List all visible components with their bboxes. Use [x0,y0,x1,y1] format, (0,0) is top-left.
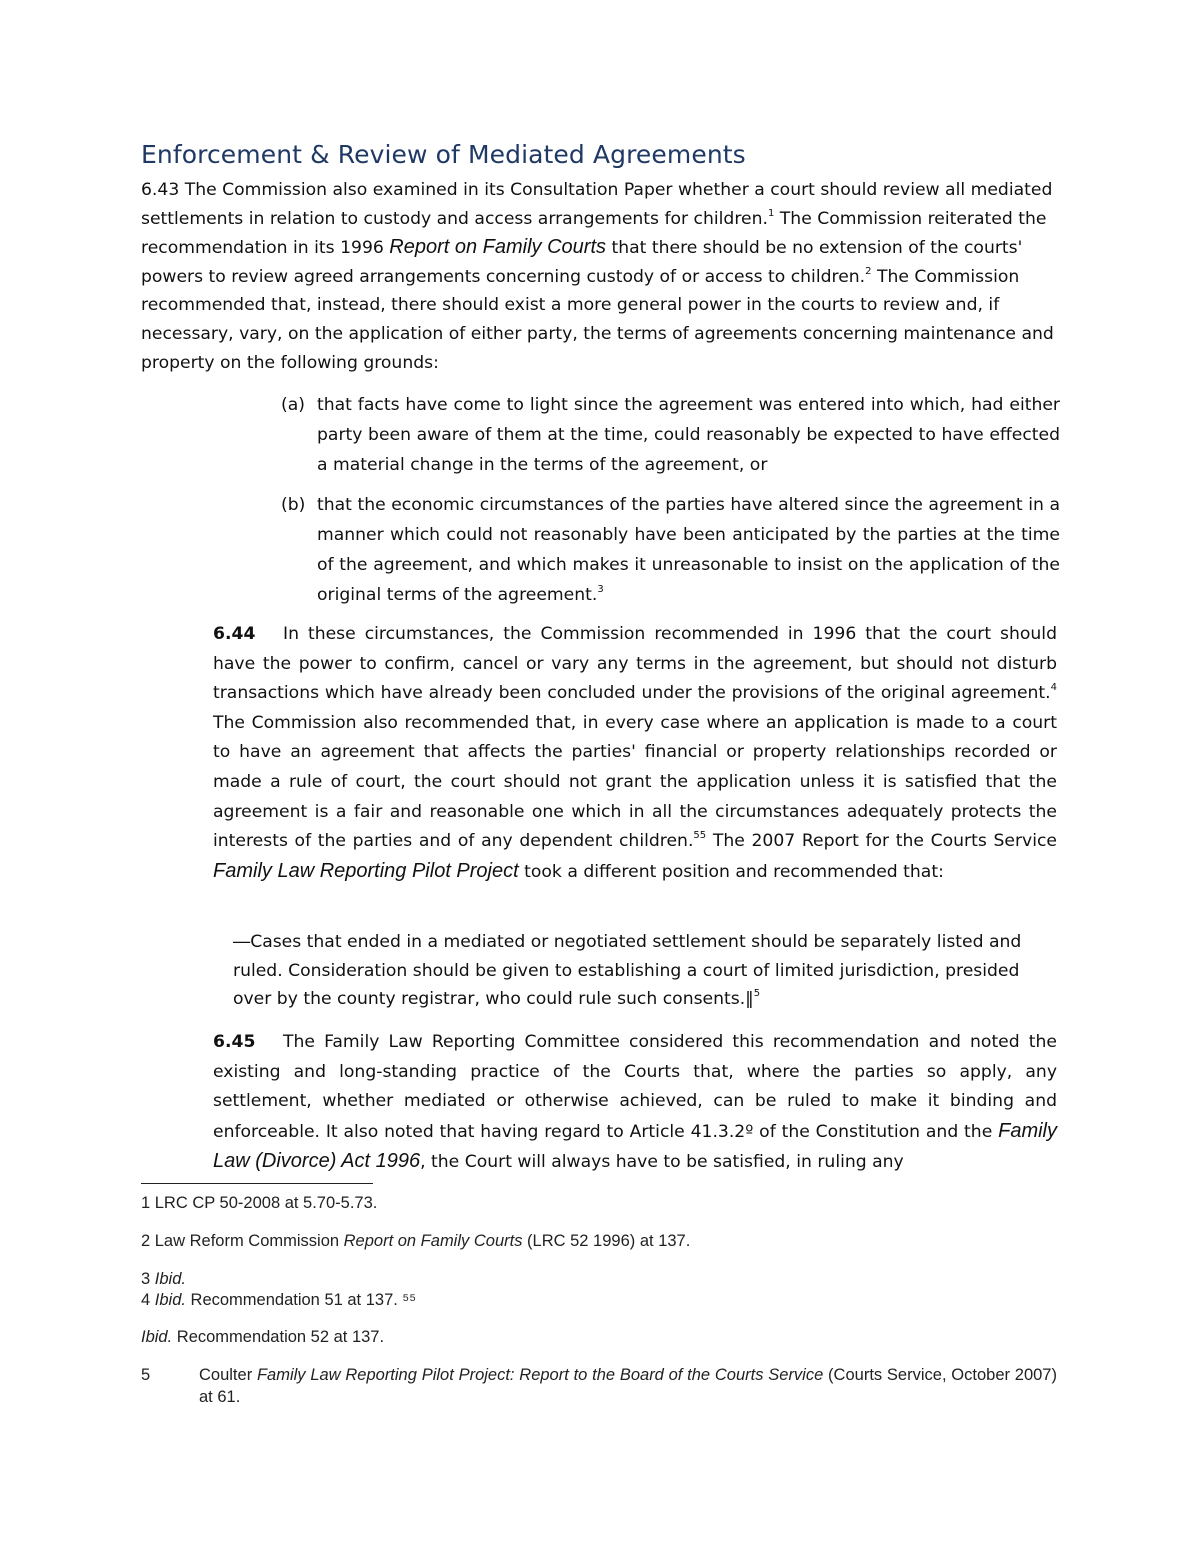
ground-label-b: (b) [281,495,306,515]
ground-item-b [275,490,1060,610]
footnote-1: 1 LRC CP 50-2008 at 5.70-5.73. [141,1194,378,1212]
ground-item-a [275,390,1060,480]
ground-label-a: (a) [281,395,305,415]
paragraph-6-43: 6.43 The Commission also examined in its Consultation Paper whether a court should review all mediated settlements in relation to custody and access arrangements for children.$^1$ The Commission reiterated the recommendation in its 1996 Report on Family Courts that there should be no extension of the courts' powers to review agreed arrangements concerning custody of or access to children.$^2$ The Commission recommended that, instead, there should exist a more general power in the courts to review and, if necessary, vary, on the application of either party, the terms of agreements concerning maintenance and property on the following grounds: [141,180,1054,373]
report-title-italic: Report on Family Courts [389,236,607,259]
footnote-ref-4[interactable]: 4 [1050,682,1057,694]
footnote-5: 5 Coulter Family Law Reporting Pilot Project: Report to the Board of the Courts Service (Courts Service, October 2007) at 61. [141,1366,1057,1406]
paragraph-number-6-45: 6.45 [213,1032,256,1052]
footnote-4: 4 Ibid. Recommendation 51 at 137. ⁵⁵ [141,1291,417,1309]
footnote-ref-5[interactable]: 5 [753,988,761,1000]
footnote-2: 2 Law Reform Commission Report on Family Courts (LRC 52 1996) at 137. [141,1232,691,1250]
block-quote: ―Cases that ended in a mediated or negotiated settlement should be separately listed and ruled. Consideration should be given to establishing a court of limited jurisdiction, presided over by the county registrar, who could rule such consents.‖$^5$ [233,932,1022,1010]
footnote-ref-55[interactable]: 55 [693,830,707,842]
footnote-separator [141,1183,373,1184]
paragraph-number-6-44: 6.44 [213,624,256,644]
ground-text-a: that facts have come to light since the agreement was entered into which, had either party been aware of them at the time, could reasonably be expected to have effected a material change in the terms of the agreement, or [317,395,1060,475]
project-title-italic: Family Law Reporting Pilot Project [213,859,519,882]
footnote-ref-2[interactable]: 2 [865,265,872,277]
paragraph-6-45: 6.45 The Family Law Reporting Committee considered this recommendation and noted the existing and long-standing practice of the Courts that, where the parties so apply, any settlement, whether mediated or otherwise achieved, can be ruled to make it binding and enforceable. It also noted that having regard to Article 41.3.2º of the Constitution and the Family Law (Divorce) Act 1996, the Court will always have to be satisfied, in ruling any [213,1028,1057,1178]
paragraph-6-44: 6.44 In these circumstances, the Commission recommended in 1996 that the court should have the power to confirm, cancel or vary any terms in the agreement, but should not disturb transactions which have already been concluded under the provisions of the original agreement.$^4$ The Commission also recommended that, in every case where an application is made to a court to have an agreement that affects the parties' financial or property relationships recorded or made a rule of court, the court should not grant the application unless it is satisfied that the agreement is a fair and reasonable one which in all the circumstances adequately protects the interests of the parties and of any dependent children.$^{55}$ The 2007 Report for the Courts Service Family Law Reporting Pilot Project took a different position and recommended that: [213,620,1057,887]
ground-text-b: that the economic circumstances of the parties have altered since the agreement in a manner which could not reasonably have been anticipated by the parties at the time of the agreement, and which makes it unreasonable to insist on the application of the original terms of the agreement. [317,495,1060,605]
act-title-italic: Family Law (Divorce) Act 1996 [213,1119,1057,1173]
footnote-55: Ibid. Recommendation 52 at 137. [141,1328,385,1346]
footnote-3: 3 Ibid. [141,1270,186,1288]
footnote-ref-3[interactable]: 3 [597,584,604,595]
footnote-ref-1[interactable]: 1 [767,207,775,219]
section-heading: Enforcement & Review of Mediated Agreements [141,140,746,169]
